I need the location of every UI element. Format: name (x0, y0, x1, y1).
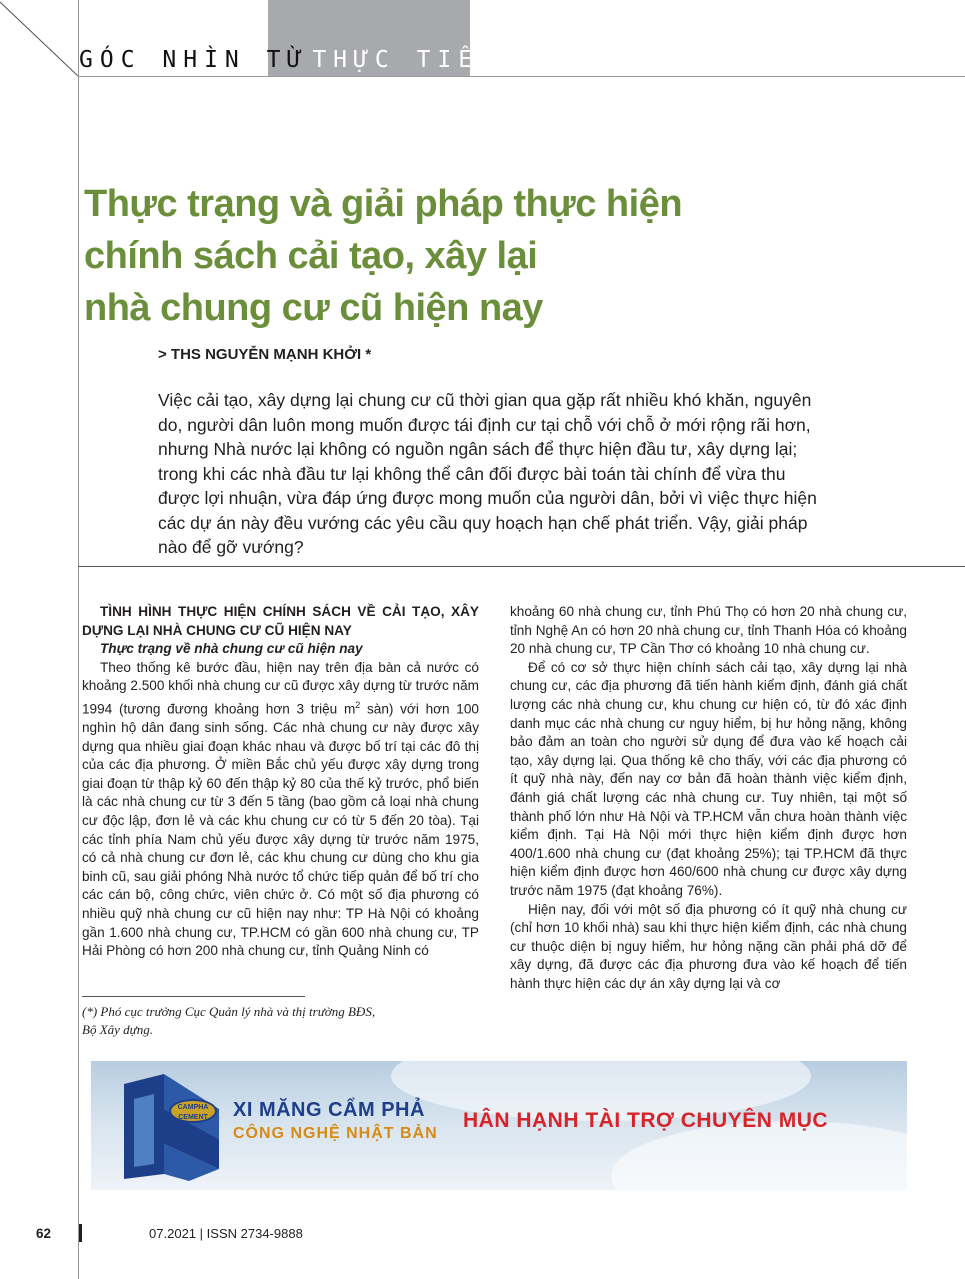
footnote-line: (*) Phó cục trưởng Cục Quản lý nhà và thị trường BĐS, (82, 1004, 376, 1019)
page-number: 62 (36, 1226, 52, 1241)
section-heading: TÌNH HÌNH THỰC HIỆN CHÍNH SÁCH VỀ CẢI TẠO, XÂY DỰNG LẠI NHÀ CHUNG CƯ CŨ HIỆN NAY (82, 604, 479, 638)
article-title (84, 178, 804, 334)
issue-date: 07.2021 (149, 1226, 197, 1241)
section-label-dark: GÓC NHÌN TỪ (79, 47, 309, 73)
superscript: 2 (355, 699, 361, 710)
issue-info (84, 1226, 303, 1241)
lead-paragraph: Việc cải tạo, xây dựng lại chung cư cũ thời gian qua gặp rất nhiều khó khăn, nguyên do, người dân luôn mong muốn được tái định cư tại chỗ với chỗ ở mới rộng rãi hơn, nhưng Nhà nước lại không có nguồn ngân sách để thực hiện đầu tư, xây dựng lại; trong khi các nhà đầu tư lại không thể cân đối được bài toán tài chính để vừa thu được lợi nhuận, vừa đáp ứng được mong muốn của người dân, bởi vì việc thực hiện các dự án này đều vướng các yêu cầu quy hoạch hạn chế phát triển. Vậy, giải pháp nào để gỡ vướng? (158, 390, 817, 557)
title-line: nhà chung cư cũ hiện nay (84, 287, 543, 329)
author-byline: > THS NGUYỄN MẠNH KHỞI * (158, 346, 372, 363)
title-line: chính sách cải tạo, xây lại (84, 235, 538, 277)
section-label (79, 44, 500, 76)
brand-name: XI MĂNG CẨM PHẢ (233, 1099, 425, 1121)
body-paragraph: Hiện nay, đối với một số địa phương có ít quỹ nhà chung cư (chỉ hơn 10 khối nhà) sau khi thực hiện kiểm định, các nhà chung cư thuộc diện bị nguy hiểm, hư hỏng nặng cần phải phá dỡ để xây dựng, đã được các địa phương đưa vào kế hoạch để tiến hành thực hiện các dự án xây dựng lại và cơ (510, 901, 907, 991)
body-text: sàn) với hơn 100 nghìn hộ dân đang sinh sống. Các nhà chung cư này được xây dựng qua nhiều giai đoạn khác nhau và được bố trí tại các đô thị của các địa phương. Ở miền Bắc chủ yếu được xây dựng trong giai đoạn từ thập kỷ 60 đến thập kỷ 80 của thế kỷ trước, phổ biến là các nhà chung cư từ 3 đến 5 tầng (bao gồm cả loại nhà chung cư độc lập, đơn lẻ và các khu chung cư có từ 5 đến 20 tòa). Tại các tỉnh phía Nam chủ yếu được xây dựng từ trước năm 1975, có cả nhà chung cư đơn lẻ, các khu chung cư dùng cho khu gia binh cũ, sau giải phóng Nhà nước tổ chức tiếp quản để bố trí cho các cán bộ, công chức, viên chức ở. Có một số địa phương có nhiều quỹ nhà chung cư cũ hiện nay như: TP Hà Nội có khoảng gần 1.600 nhà chung cư, TP.HCM có gần 600 nhà chung cư, TP Hải Phòng có hơn 200 nhà chung cư, tỉnh Quảng Ninh có (82, 701, 479, 959)
brand-logo-icon (119, 1069, 229, 1184)
sponsor-banner[interactable] (91, 1061, 907, 1190)
body-paragraph (82, 659, 479, 961)
body-paragraph: khoảng 60 nhà chung cư, tỉnh Phú Thọ có hơn 20 nhà chung cư, tỉnh Nghệ An có hơn 20 nhà chung cư, tỉnh Thanh Hóa có khoảng 20 nhà chung cư, TP Cần Thơ có khoảng 10 nhà chung cư. (510, 604, 907, 657)
issn: ISSN 2734-9888 (206, 1226, 303, 1241)
title-line: Thực trạng và giải pháp thực hiện (84, 183, 683, 225)
body-text: Theo thống kê bước đầu, hiện nay trên địa bàn cả nước có khoảng 2.500 khối nhà chung cư cũ được xây dựng từ trước năm 1994 (tương đương khoảng hơn 3 triệu m (82, 659, 479, 717)
magazine-name-faint (84, 1226, 145, 1241)
body-column-left (82, 603, 479, 961)
footnote-rule (82, 996, 305, 997)
margin-rule (78, 0, 79, 1279)
section-label-light: THỰC TIỄN (312, 47, 500, 73)
header-rule (78, 76, 965, 77)
brand-badge: CAMPHA CEMENT (169, 1099, 217, 1123)
body-column-right (510, 603, 907, 993)
brand-tagline: CÔNG NGHỆ NHẬT BẢN (233, 1125, 438, 1142)
page-number-bar (79, 1224, 82, 1242)
sponsor-text: HÂN HẠNH TÀI TRỢ CHUYÊN MỤC (463, 1109, 829, 1132)
subheading: Thực trạng về nhà chung cư cũ hiện nay (100, 641, 363, 657)
footnote (82, 1003, 482, 1039)
body-paragraph: Để có cơ sở thực hiện chính sách cải tạo, xây dựng lại nhà chung cư, các địa phương đã tiến hành kiểm định, đánh giá chất lượng các nhà chung cư, khu chung cư hiện có, từ đó xác định danh mục các nhà chung cư nguy hiểm, bị hư hỏng nặng, không bảo đảm an toàn cho người sử dụng để đưa vào kế hoạch cải tạo, xây dựng lại. Qua thống kê cho thấy, với các địa phương có ít quỹ nhà này, đến nay cơ bản đã hoàn thành việc kiểm định, đánh giá chất lượng các nhà chung cư. Tuy nhiên, tại một số thành phố lớn như Hà Nội và TP.HCM vẫn chưa hoàn thành việc kiểm định. Tại Hà Nội mới thực hiện kiểm định được hơn 400/1.600 nhà chung cư (đạt khoảng 25%); tại TP.HCM đã thực hiện kiểm định được hơn 460/600 nhà chung cư được xây dựng trước năm 1975 (đạt khoảng 76%). (510, 659, 907, 898)
issue-separator: | (199, 1226, 204, 1241)
footnote-line: Bộ Xây dựng. (82, 1022, 153, 1037)
lead-separator (78, 566, 965, 567)
corner-diagonal-line (0, 0, 90, 80)
